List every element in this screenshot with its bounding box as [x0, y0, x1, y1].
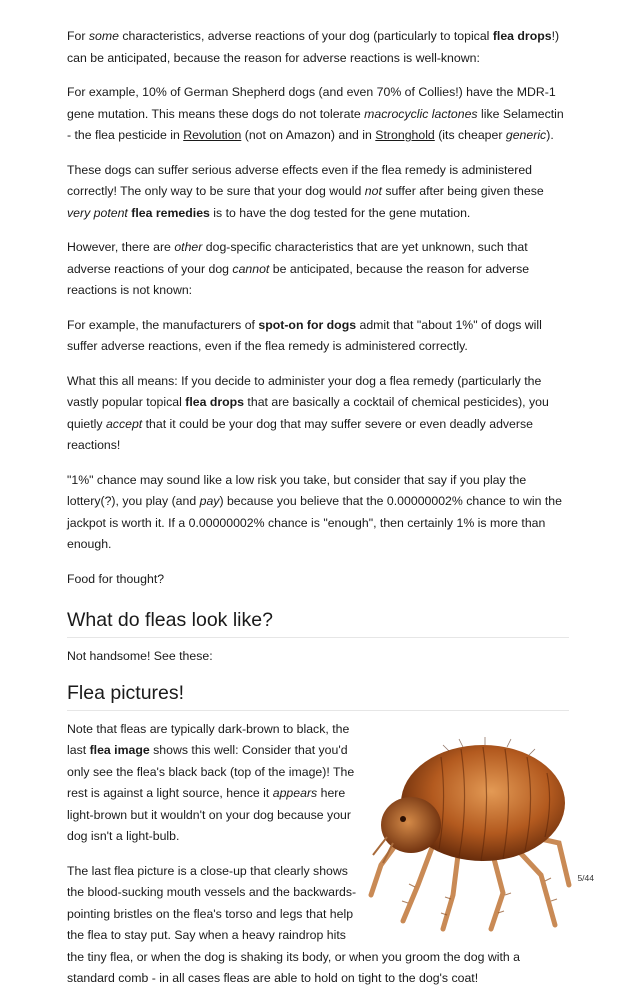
stronghold-link[interactable]: Stronghold: [375, 128, 435, 142]
page-number: 5/44: [577, 873, 594, 883]
revolution-link[interactable]: Revolution: [183, 128, 242, 142]
paragraph: [67, 646, 569, 668]
emphasis: macrocyclic lactones: [364, 106, 478, 121]
paragraph: [67, 160, 569, 225]
text: shows this well: Consider that you'd only see the flea's black back (top of the image)! The rest is against a light source, hence it: [67, 743, 355, 800]
emphasis: appears: [272, 786, 318, 800]
bold-text: flea drops: [492, 29, 552, 43]
flea-image: [363, 725, 575, 935]
text: Food for thought?: [67, 571, 165, 586]
text: These dogs can suffer serious adverse effects even if the flea remedy is administered correctly! The only way to be sure that your dog would: [67, 162, 533, 198]
text: is to have the dog tested for the gene mutation.: [209, 205, 471, 220]
text: (not on Amazon) and in: [241, 128, 376, 142]
text: Not handsome! See these:: [67, 649, 213, 663]
emphasis: generic: [505, 128, 547, 142]
article-body: [67, 26, 569, 1003]
text: be anticipated, because the reason for adverse reactions is not known:: [67, 261, 530, 297]
section-heading: What do fleas look like?: [67, 608, 569, 638]
text: ) because you believe that the 0.00000002% chance to win the jackpot is worth it. If a 0.00000002% chance is "enough", then certainly 1% is more than enough.: [67, 494, 562, 551]
paragraph: [67, 82, 569, 147]
text: ).: [546, 128, 554, 142]
text: !) can be anticipated, because the reason for adverse reactions is well-known:: [67, 29, 560, 65]
emphasis: cannot: [232, 261, 270, 276]
bold-text: flea drops: [185, 395, 245, 409]
emphasis: very potent: [67, 205, 128, 220]
text: Note that fleas are typically dark-brown to black, the last: [67, 721, 350, 757]
emphasis: accept: [105, 416, 143, 431]
paragraph: [67, 315, 569, 358]
bold-text: flea remedies: [131, 205, 210, 220]
text: admit that "about 1%" of dogs will suffer adverse reactions, even if the flea remedy is administered correctly.: [67, 317, 542, 353]
paragraph: [67, 371, 569, 457]
text: For example, the manufacturers of: [67, 317, 259, 332]
paragraph: [67, 569, 569, 591]
text: For: [67, 29, 89, 43]
text: that it could be your dog that may suffer severe or even deadly adverse reactions!: [67, 416, 533, 452]
emphasis: some: [88, 29, 119, 43]
text: dog-specific characteristics that are yet unknown, such that adverse reactions of your dog: [67, 240, 528, 276]
section-heading: Flea pictures!: [67, 681, 569, 711]
text: characteristics, adverse reactions of your dog (particularly to topical: [118, 29, 493, 43]
paragraph: [67, 26, 569, 69]
text: (its cheaper: [434, 128, 506, 142]
paragraph: [67, 470, 569, 556]
text: suffer after being given these: [381, 184, 544, 198]
text: What this all means: If you decide to administer your dog a flea remedy (particularly the vastly popular topical: [67, 373, 542, 409]
text: For example, 10% of German Shepherd dogs (and even 70% of Collies!) have the MDR-1 gene mutation. This means these dogs do not tolerate: [67, 85, 556, 121]
bold-text: flea image: [89, 743, 150, 757]
emphasis: pay: [199, 494, 220, 508]
paragraph: [67, 237, 569, 302]
text: that are basically a cocktail of chemical pesticides), you quietly: [67, 395, 549, 431]
bold-text: spot-on for dogs: [258, 317, 357, 332]
text: However, there are: [67, 240, 175, 254]
text: The last flea picture is a close-up that clearly shows the blood-sucking mouth vessels and the backwards-pointing bristles on the flea's torso and legs that help the flea to stay put. Say when a heavy raindrop hits the tiny flea, or when the dog is shaking its body, or when you groom the dog with a standard comb - in all cases fleas are able to hold on tight to the dog's coat!: [67, 863, 520, 985]
text: here light-brown but it wouldn't on your dog because your dog isn't a light-bulb.: [67, 786, 351, 843]
emphasis: not: [364, 184, 382, 198]
text: like Selamectin - the flea pesticide in: [67, 106, 564, 142]
text: "1%" chance may sound like a low risk you take, but consider that say if you play the lottery(?), you play (and: [67, 472, 527, 508]
emphasis: other: [174, 240, 203, 254]
